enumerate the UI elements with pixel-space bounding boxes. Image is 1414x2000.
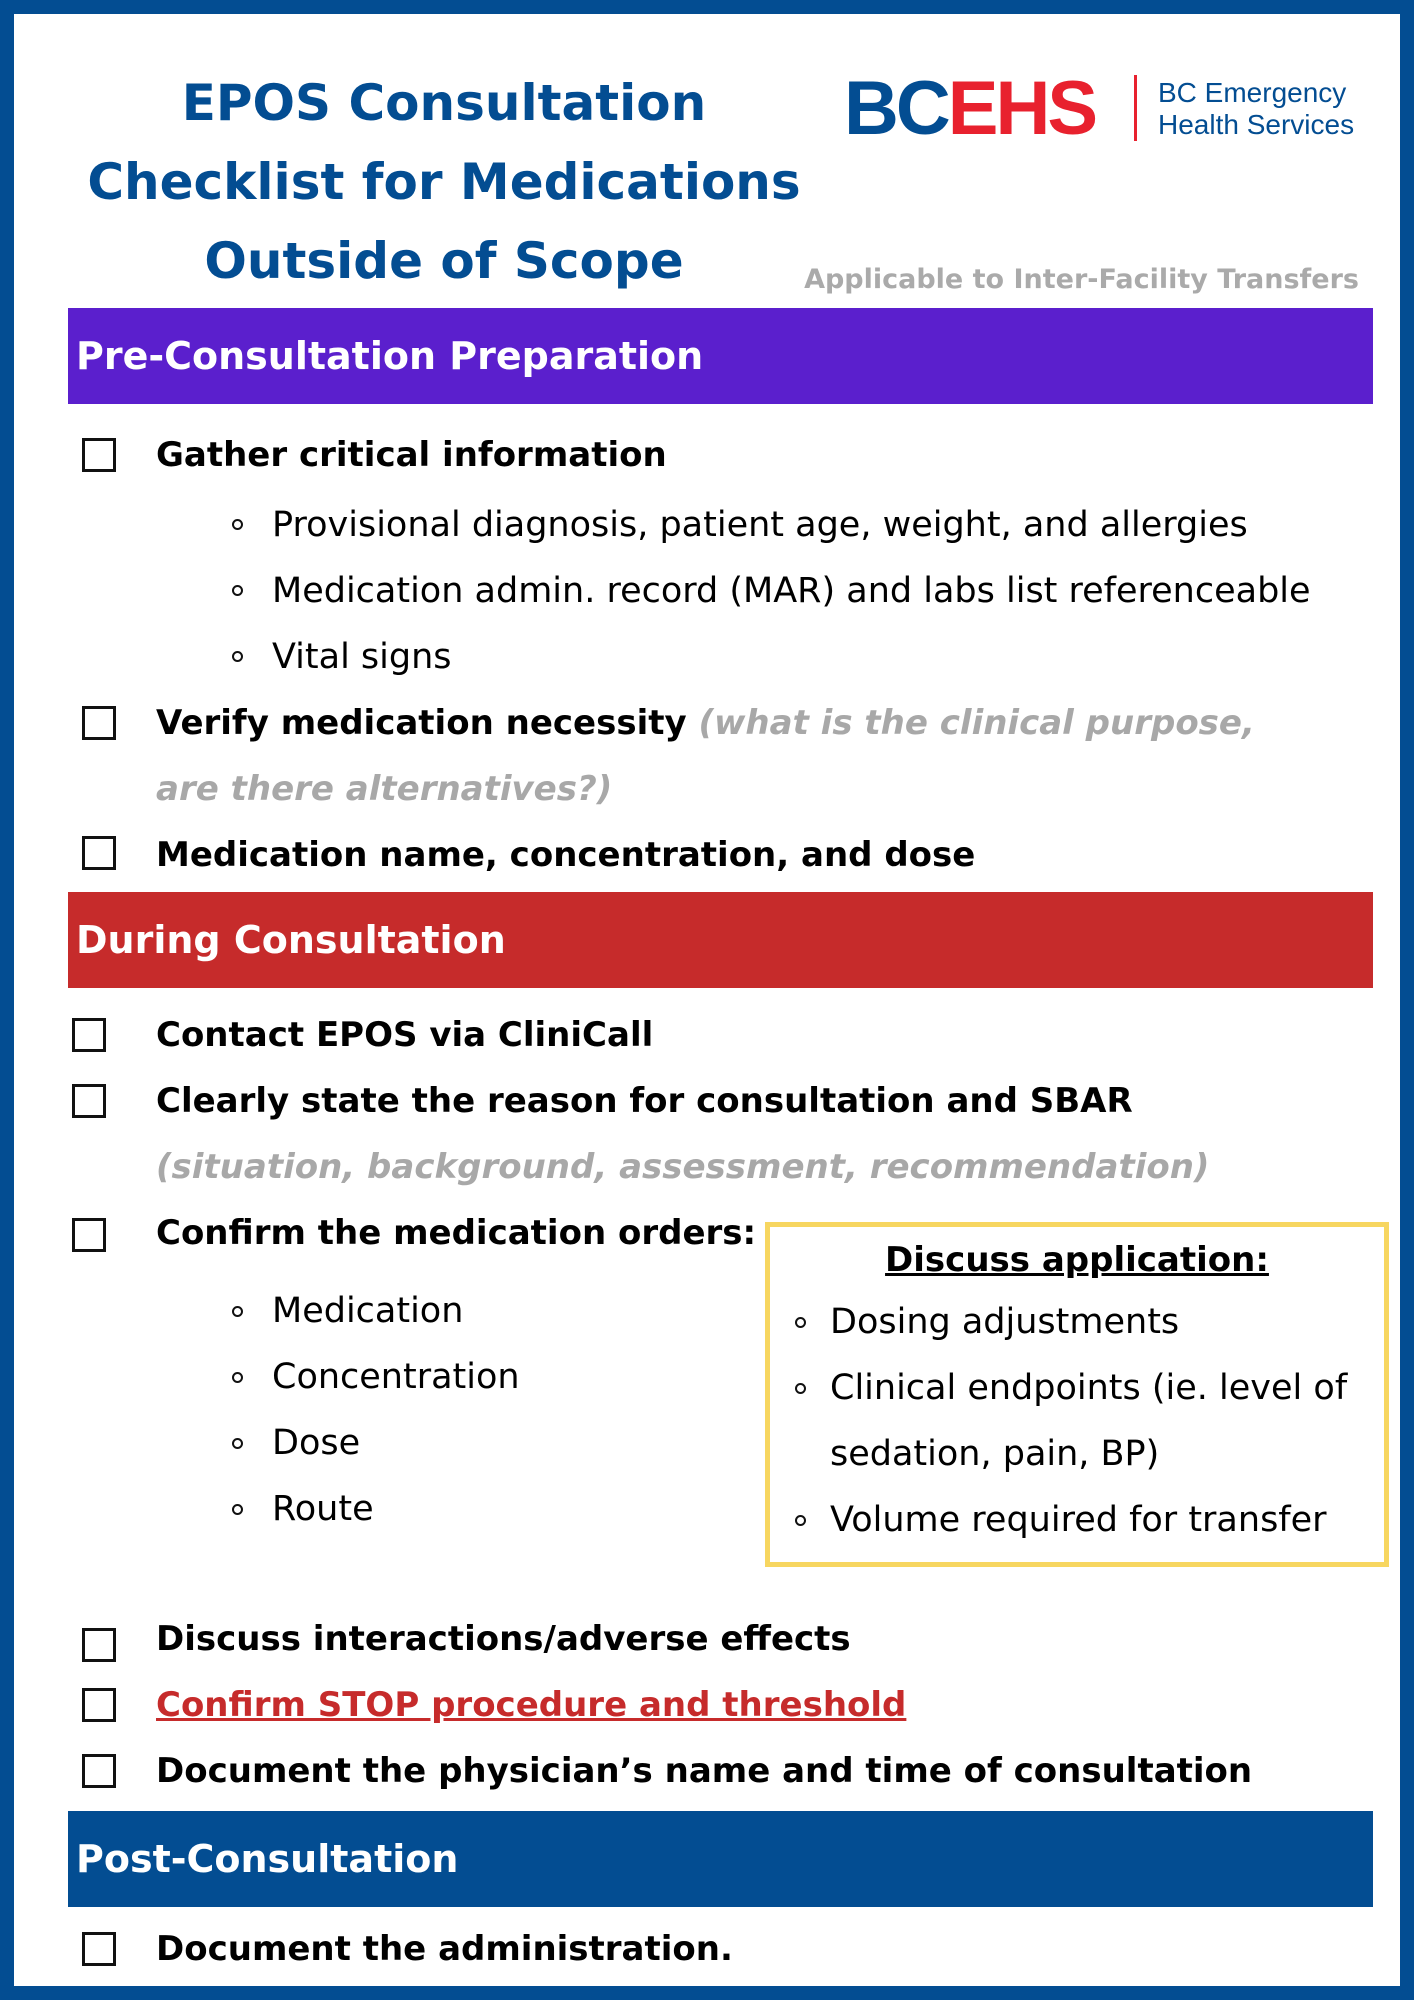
title-line: Checklist for Medications	[87, 153, 801, 211]
gather-bullet: Medication admin. record (MAR) and labs list referenceable	[272, 571, 1311, 611]
checkbox-gather[interactable]	[82, 438, 116, 472]
bullet-icon	[232, 519, 243, 530]
bullet-icon	[232, 1372, 243, 1383]
verify-label: Verify medication necessity	[156, 703, 687, 743]
state-label: Clearly state the reason for consultation and SBAR	[156, 1081, 1133, 1121]
discuss-item: Volume required for transfer	[830, 1500, 1327, 1540]
logo-text-line: Health Services	[1158, 109, 1355, 140]
discuss-item: Dosing adjustments	[830, 1302, 1180, 1342]
confirm-bullet: Route	[272, 1489, 374, 1529]
bullet-icon	[232, 1306, 243, 1317]
gather-bullet: Vital signs	[272, 637, 452, 677]
discuss-item: sedation, pain, BP)	[830, 1434, 1160, 1474]
checkbox-interactions[interactable]	[82, 1628, 116, 1662]
checkbox-med-name[interactable]	[82, 836, 116, 870]
title-line: EPOS Consultation	[181, 74, 707, 132]
checkbox-state[interactable]	[72, 1084, 106, 1118]
item-confirm: Confirm the medication orders:	[156, 1213, 757, 1253]
bullet-icon	[232, 1504, 243, 1515]
section-header-post: Post-Consultation	[68, 1811, 1373, 1907]
bullet-icon	[232, 651, 243, 662]
state-note: (situation, background, assessment, recommendation)	[156, 1147, 1210, 1187]
item-document-physician: Document the physician’s name and time of consultation	[156, 1751, 1253, 1791]
bullet-icon	[232, 585, 243, 596]
item-stop-procedure: Confirm STOP procedure and threshold	[156, 1685, 907, 1725]
checkbox-document-administration[interactable]	[82, 1932, 116, 1966]
item-interactions: Discuss interactions/adverse effects	[156, 1619, 851, 1659]
item-state	[156, 1068, 1316, 1200]
page-title	[54, 64, 834, 301]
logo-mark-ehs: EHS	[947, 66, 1096, 151]
confirm-bullet: Medication	[272, 1291, 464, 1331]
bullet-icon	[795, 1383, 806, 1394]
checkbox-verify[interactable]	[82, 706, 116, 740]
title-line: Outside of Scope	[204, 232, 684, 290]
checkbox-contact[interactable]	[72, 1018, 106, 1052]
checkbox-stop[interactable]	[82, 1688, 116, 1722]
item-document-administration: Document the administration.	[156, 1929, 733, 1969]
checkbox-document-physician[interactable]	[82, 1754, 116, 1788]
confirm-bullet: Dose	[272, 1423, 361, 1463]
item-contact: Contact EPOS via CliniCall	[156, 1015, 654, 1055]
checkbox-confirm[interactable]	[72, 1218, 106, 1252]
discuss-title: Discuss application:	[885, 1240, 1269, 1280]
logo-divider	[1134, 75, 1137, 141]
confirm-bullet: Concentration	[272, 1357, 520, 1397]
section-header-during: During Consultation	[68, 892, 1373, 988]
verify-note: (what is the clinical purpose, are there alternatives?)	[156, 703, 1255, 809]
bcehs-logo	[844, 66, 1374, 151]
bullet-icon	[795, 1317, 806, 1328]
item-gather: Gather critical information	[156, 435, 667, 475]
bullet-icon	[232, 1438, 243, 1449]
logo-mark-bc: BC	[844, 66, 948, 151]
logo-mark	[844, 66, 1096, 151]
gather-bullet: Provisional diagnosis, patient age, weight, and allergies	[272, 505, 1248, 545]
bullet-icon	[795, 1515, 806, 1526]
item-med-name: Medication name, concentration, and dose	[156, 835, 976, 875]
discuss-application-box	[765, 1222, 1389, 1567]
logo-text	[1158, 77, 1354, 141]
logo-text-line: BC Emergency	[1158, 77, 1347, 108]
subtitle: Applicable to Inter-Facility Transfers	[804, 264, 1359, 295]
discuss-item: Clinical endpoints (ie. level of	[830, 1368, 1348, 1408]
section-header-pre: Pre-Consultation Preparation	[68, 308, 1373, 404]
item-verify	[156, 690, 1316, 822]
